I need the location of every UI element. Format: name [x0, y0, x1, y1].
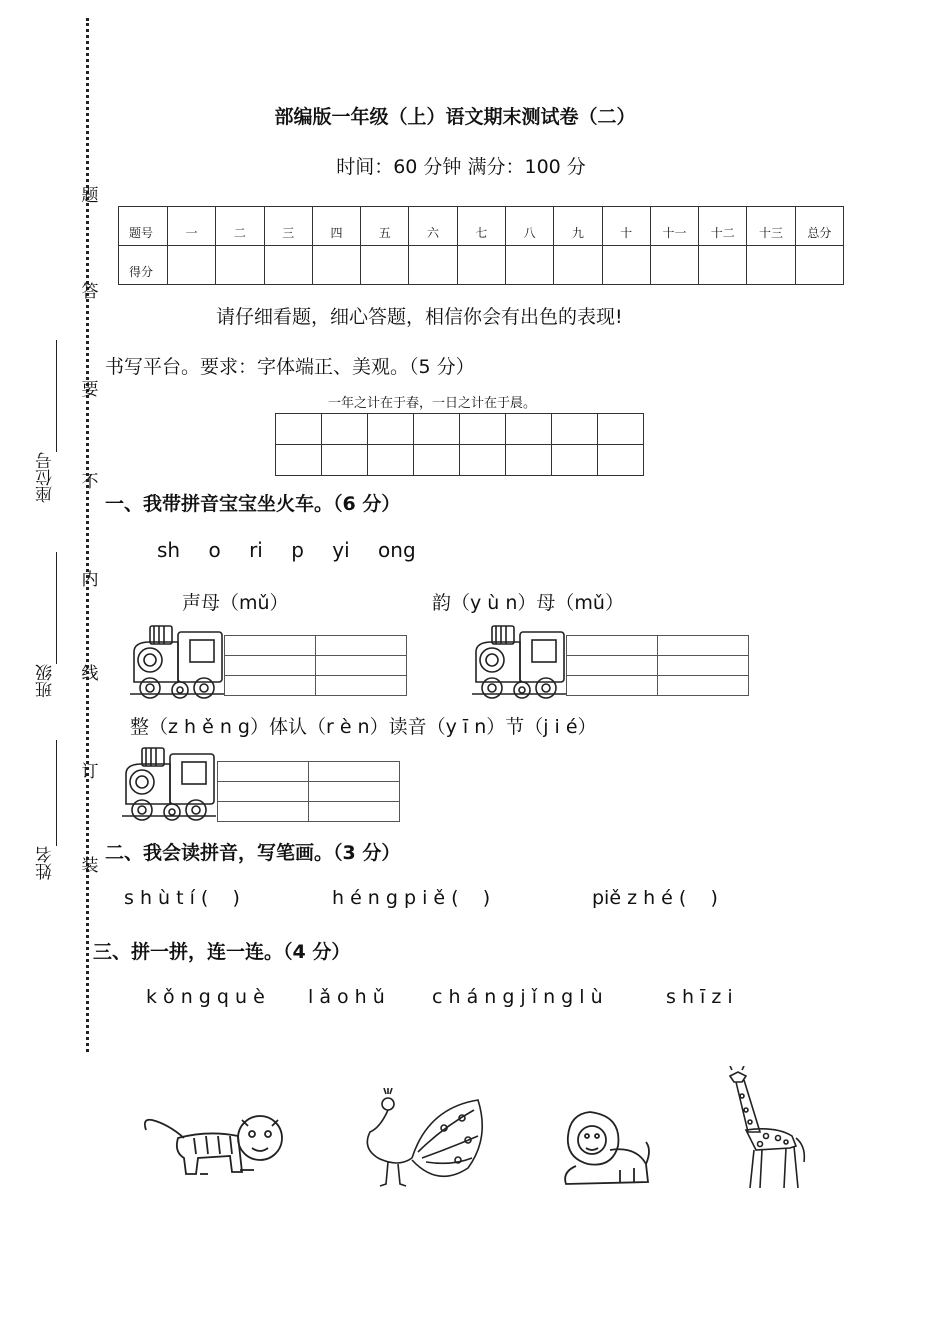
yunmu-label: 韵（y ù n）母（mǔ） [432, 592, 624, 614]
syllable: sh [157, 538, 181, 562]
exam-subtitle: 时间：60 分钟 满分：100 分 [336, 156, 586, 178]
score-cell[interactable] [168, 246, 216, 285]
score-col: 四 [312, 207, 360, 246]
proverb-text: 一年之计在于春，一日之计在于晨。 [328, 396, 537, 411]
stroke-item[interactable]: piě z h é ( ) [592, 887, 718, 909]
score-cell[interactable] [747, 246, 795, 285]
score-cell[interactable] [264, 246, 312, 285]
score-col: 八 [505, 207, 553, 246]
score-table-row-label: 得分 [119, 246, 168, 285]
writing-grid[interactable] [275, 413, 644, 476]
score-col: 一 [168, 207, 216, 246]
name-label: 姓名 [36, 846, 56, 880]
score-col: 十 [602, 207, 650, 246]
score-col: 五 [361, 207, 409, 246]
score-col: 九 [554, 207, 602, 246]
syllable: ri [249, 538, 263, 562]
score-cell[interactable] [650, 246, 698, 285]
score-cell[interactable] [795, 246, 843, 285]
stroke-item[interactable]: s h ù t í ( ) [124, 887, 240, 909]
score-table-header-row [119, 207, 844, 246]
pinyin-word[interactable]: s h ī z i [666, 986, 733, 1008]
name-field[interactable] [56, 740, 57, 846]
score-table [118, 206, 844, 285]
section2-heading: 二、我会读拼音，写笔画。（3 分） [105, 842, 401, 864]
section3-heading: 三、拼一拼，连一连。（4 分） [93, 941, 351, 963]
shengmu-label: 声母（mǔ） [182, 592, 289, 614]
binding-char: 内 [81, 570, 99, 590]
pinyin-word[interactable]: k ǒ n g q u è [146, 986, 265, 1008]
score-cell[interactable] [312, 246, 360, 285]
score-col: 二 [216, 207, 264, 246]
syllable: yi [332, 538, 350, 562]
writing-heading: 书写平台。要求：字体端正、美观。（5 分） [105, 356, 475, 378]
zhengti-wagon[interactable] [217, 761, 400, 822]
peacock-icon[interactable] [358, 1088, 490, 1190]
score-col: 七 [457, 207, 505, 246]
score-col: 六 [409, 207, 457, 246]
seat-number-label: 座位号 [36, 452, 56, 503]
class-label: 班级 [36, 664, 56, 698]
score-col: 十一 [650, 207, 698, 246]
giraffe-icon[interactable] [716, 1066, 812, 1190]
syllable-list [157, 538, 438, 562]
binding-char: 题 [81, 186, 99, 206]
binding-char: 订 [81, 762, 99, 782]
train-engine-icon [120, 744, 218, 824]
score-col: 三 [264, 207, 312, 246]
score-cell[interactable] [216, 246, 264, 285]
syllable: o [208, 538, 221, 562]
binding-char: 不 [81, 472, 99, 492]
score-cell[interactable] [409, 246, 457, 285]
stroke-item[interactable]: h é n g p i ě ( ) [332, 887, 491, 909]
shengmu-wagon[interactable] [224, 635, 407, 696]
score-cell[interactable] [361, 246, 409, 285]
binding-char: 线 [81, 664, 99, 684]
score-col: 总分 [795, 207, 843, 246]
score-cell[interactable] [554, 246, 602, 285]
score-cell[interactable] [457, 246, 505, 285]
intro-text: 请仔细看题，细心答题，相信你会有出色的表现! [216, 306, 623, 328]
section1-heading: 一、我带拼音宝宝坐火车。（6 分） [105, 493, 401, 515]
syllable: p [291, 538, 304, 562]
exam-title: 部编版一年级（上）语文期末测试卷（二） [274, 106, 636, 128]
score-col: 十三 [747, 207, 795, 246]
pinyin-word[interactable]: l ǎ o h ǔ [308, 986, 385, 1008]
zhengti-label: 整（z h ě n g）体认（r è n）读音（y ī n）节（j i é） [130, 716, 597, 738]
score-col: 十二 [699, 207, 747, 246]
binding-char: 要 [81, 380, 99, 400]
tiger-icon[interactable] [138, 1108, 288, 1188]
binding-char: 装 [81, 856, 99, 876]
seat-number-field[interactable] [56, 340, 57, 452]
score-cell[interactable] [505, 246, 553, 285]
score-table-score-row [119, 246, 844, 285]
syllable: ong [378, 538, 416, 562]
pinyin-word[interactable]: c h á n g j ǐ n g l ù [432, 986, 603, 1008]
score-cell[interactable] [602, 246, 650, 285]
lion-icon[interactable] [560, 1106, 652, 1190]
yunmu-wagon[interactable] [566, 635, 749, 696]
score-table-row-label: 题号 [119, 207, 168, 246]
binding-char: 答 [81, 282, 99, 302]
train-engine-icon [128, 622, 226, 702]
score-cell[interactable] [699, 246, 747, 285]
class-field[interactable] [56, 552, 57, 664]
train-engine-icon [470, 622, 568, 702]
